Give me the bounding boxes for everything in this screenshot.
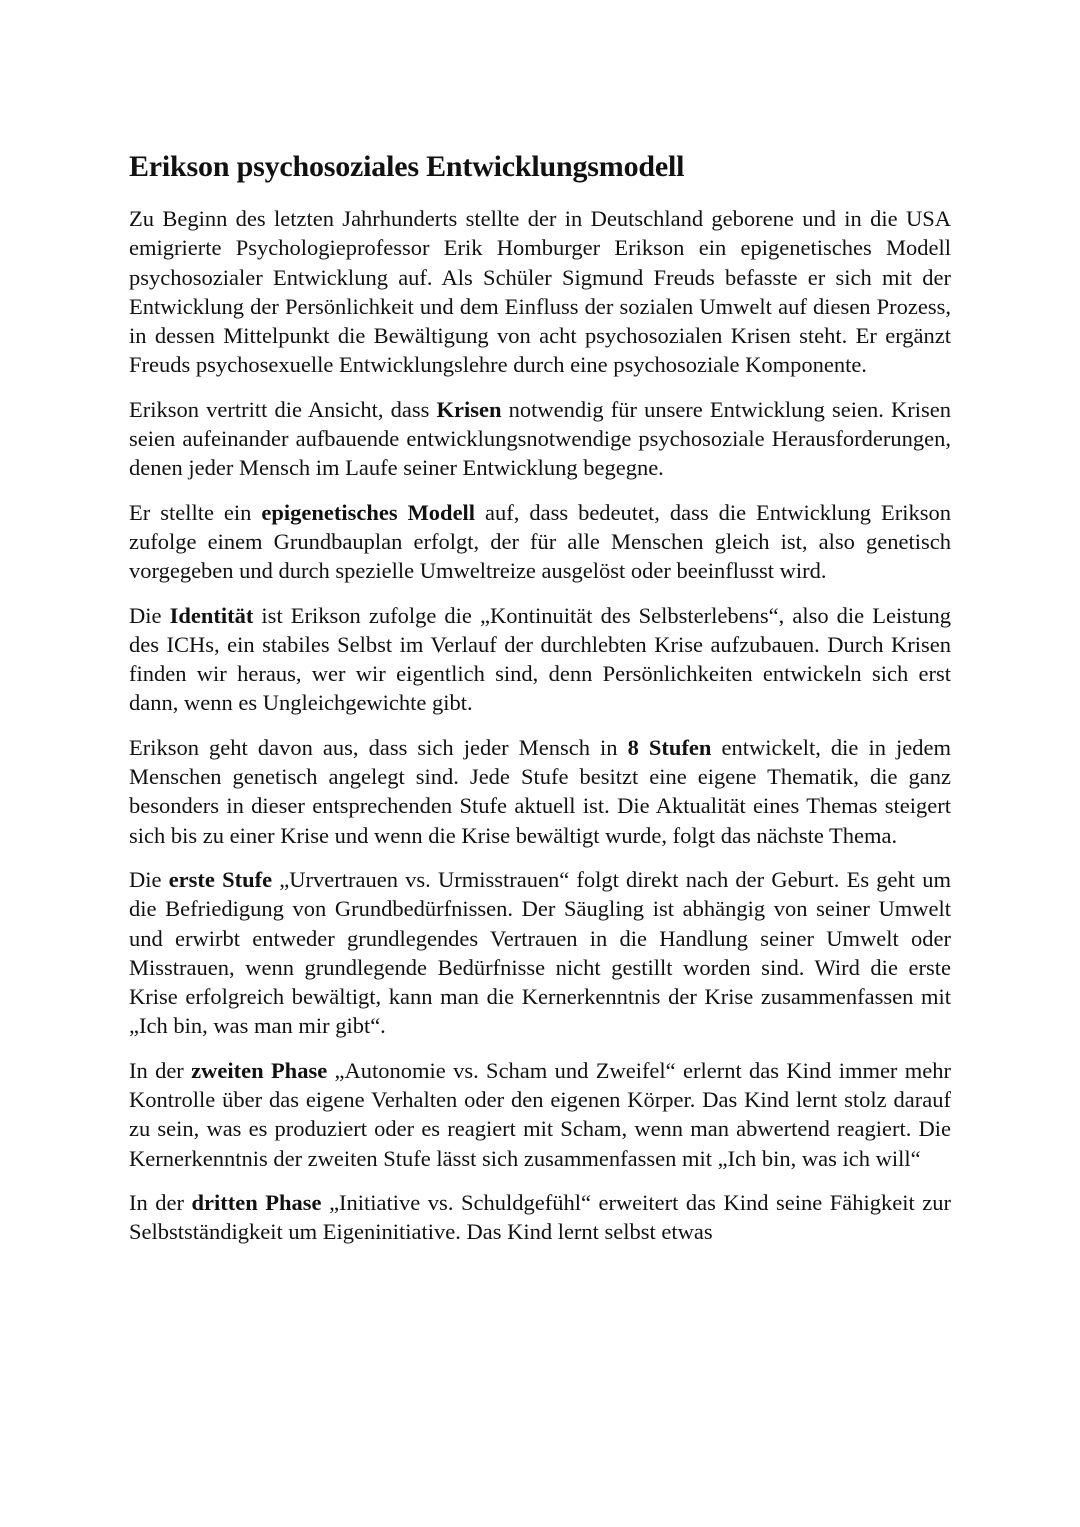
paragraph-erste-stufe xyxy=(129,865,951,1041)
paragraph-text: „Initiative vs. Schuldgefühl“ erweitert das Kind seine Fähigkeit zur Selbstständigkeit um Eigeninitiative. Das Kind lernt selbst etwas xyxy=(129,1189,951,1245)
document-title: Erikson psychosoziales Entwicklungsmodell xyxy=(129,150,685,183)
paragraph-text: Zu Beginn des letzten Jahrhunderts stellte der in Deutschland geborene und in die USA emigrierte Psychologieprofessor Erik Homburger Erikson ein epigenetisches Modell psychosozialer Entwicklung auf. Als Schüler Sigmund Freuds befasste er sich mit der Entwicklung der Persönlichkeit und dem Einfluss der sozialen Umwelt auf diesen Prozess, in dessen Mittelpunkt die Bewältigung von acht psychosozialen Krisen steht. Er ergänzt Freuds psychosexuelle Entwicklungslehre durch eine psychosoziale Komponente. xyxy=(129,206,951,378)
paragraph-dritte-phase xyxy=(129,1188,951,1247)
paragraph-zweite-phase xyxy=(129,1056,951,1173)
bold-term: Identität xyxy=(169,602,254,628)
bold-term: erste Stufe xyxy=(168,866,273,892)
paragraph-epigenetisches-modell xyxy=(129,498,951,586)
paragraph-intro xyxy=(129,204,951,380)
paragraph-text: Die xyxy=(129,866,169,892)
paragraph-krisen xyxy=(129,395,951,483)
paragraph-identitaet xyxy=(129,601,951,718)
paragraph-text: „Autonomie vs. Scham und Zweifel“ erlernt das Kind immer mehr Kontrolle über das eigene Verhalten oder den eigenen Körper. Das Kind lernt stolz darauf zu sein, was es produziert oder es reagiert mit Scham, wenn man abwertend reagiert. Die Kernerkenntnis der zweiten Stufe lässt sich zusammenfassen mit „Ich bin, was ich will“ xyxy=(129,1057,951,1171)
bold-term: Krisen xyxy=(436,396,502,422)
paragraph-text: entwickelt, die in jedem Menschen genetisch angelegt sind. Jede Stufe besitzt eine eigene Thematik, die ganz besonders in dieser entsprechenden Stufe aktuell ist. Die Aktualität eines Themas steigert sich bis zu einer Krise und wenn die Krise bewältigt wurde, folgt das nächste Thema. xyxy=(129,734,951,848)
paragraph-text: auf, dass bedeutet, dass die Entwicklung Erikson zufolge einem Grundbauplan erfolgt, der für alle Menschen gleich ist, also genetisch vorgegeben und durch spezielle Umweltreize ausgelöst oder beeinflusst wird. xyxy=(129,499,951,584)
paragraph-text: „Urvertrauen vs. Urmisstrauen“ folgt direkt nach der Geburt. Es geht um die Befriedigung von Grundbedürfnissen. Der Säugling ist abhängig von seiner Umwelt und erwirbt entweder grundlegendes Vertrauen in die Handlung seiner Umwelt oder Misstrauen, wenn grundlegende Bedürfnisse nicht gestillt worden sind. Wird die erste Krise erfolgreich bewältigt, kann man die Kernerkenntnis der Krise zusammenfassen mit „Ich bin, was man mir gibt“. xyxy=(129,866,951,1039)
bold-term: dritten Phase xyxy=(191,1189,322,1215)
paragraph-text: notwendig für unsere Entwicklung seien. Krisen seien aufeinander aufbauende entwicklungsnotwendige psychosoziale Herausforderungen, denen jeder Mensch im Laufe seiner Entwicklung begegne. xyxy=(129,396,951,481)
paragraph-text: Die xyxy=(129,602,170,628)
document-page xyxy=(129,148,951,1262)
paragraph-text: Er stellte ein xyxy=(129,499,262,525)
paragraph-text: Erikson geht davon aus, dass sich jeder Mensch in xyxy=(129,734,628,760)
paragraph-text: In der xyxy=(129,1057,192,1083)
bold-term: epigenetisches Modell xyxy=(261,499,476,525)
paragraph-text: Erikson vertritt die Ansicht, dass xyxy=(129,396,437,422)
paragraph-8-stufen xyxy=(129,733,951,850)
bold-term: 8 Stufen xyxy=(627,734,712,760)
paragraph-text: In der xyxy=(129,1189,192,1215)
bold-term: zweiten Phase xyxy=(191,1057,328,1083)
paragraph-text: ist Erikson zufolge die „Kontinuität des Selbsterlebens“, also die Leistung des ICHs, ein stabiles Selbst im Verlauf der durchlebten Krise aufzubauen. Durch Krisen finden wir heraus, wer wir eigentlich sind, denn Persönlichkeiten entwickeln sich erst dann, wenn es Ungleichgewichte gibt. xyxy=(129,602,951,716)
